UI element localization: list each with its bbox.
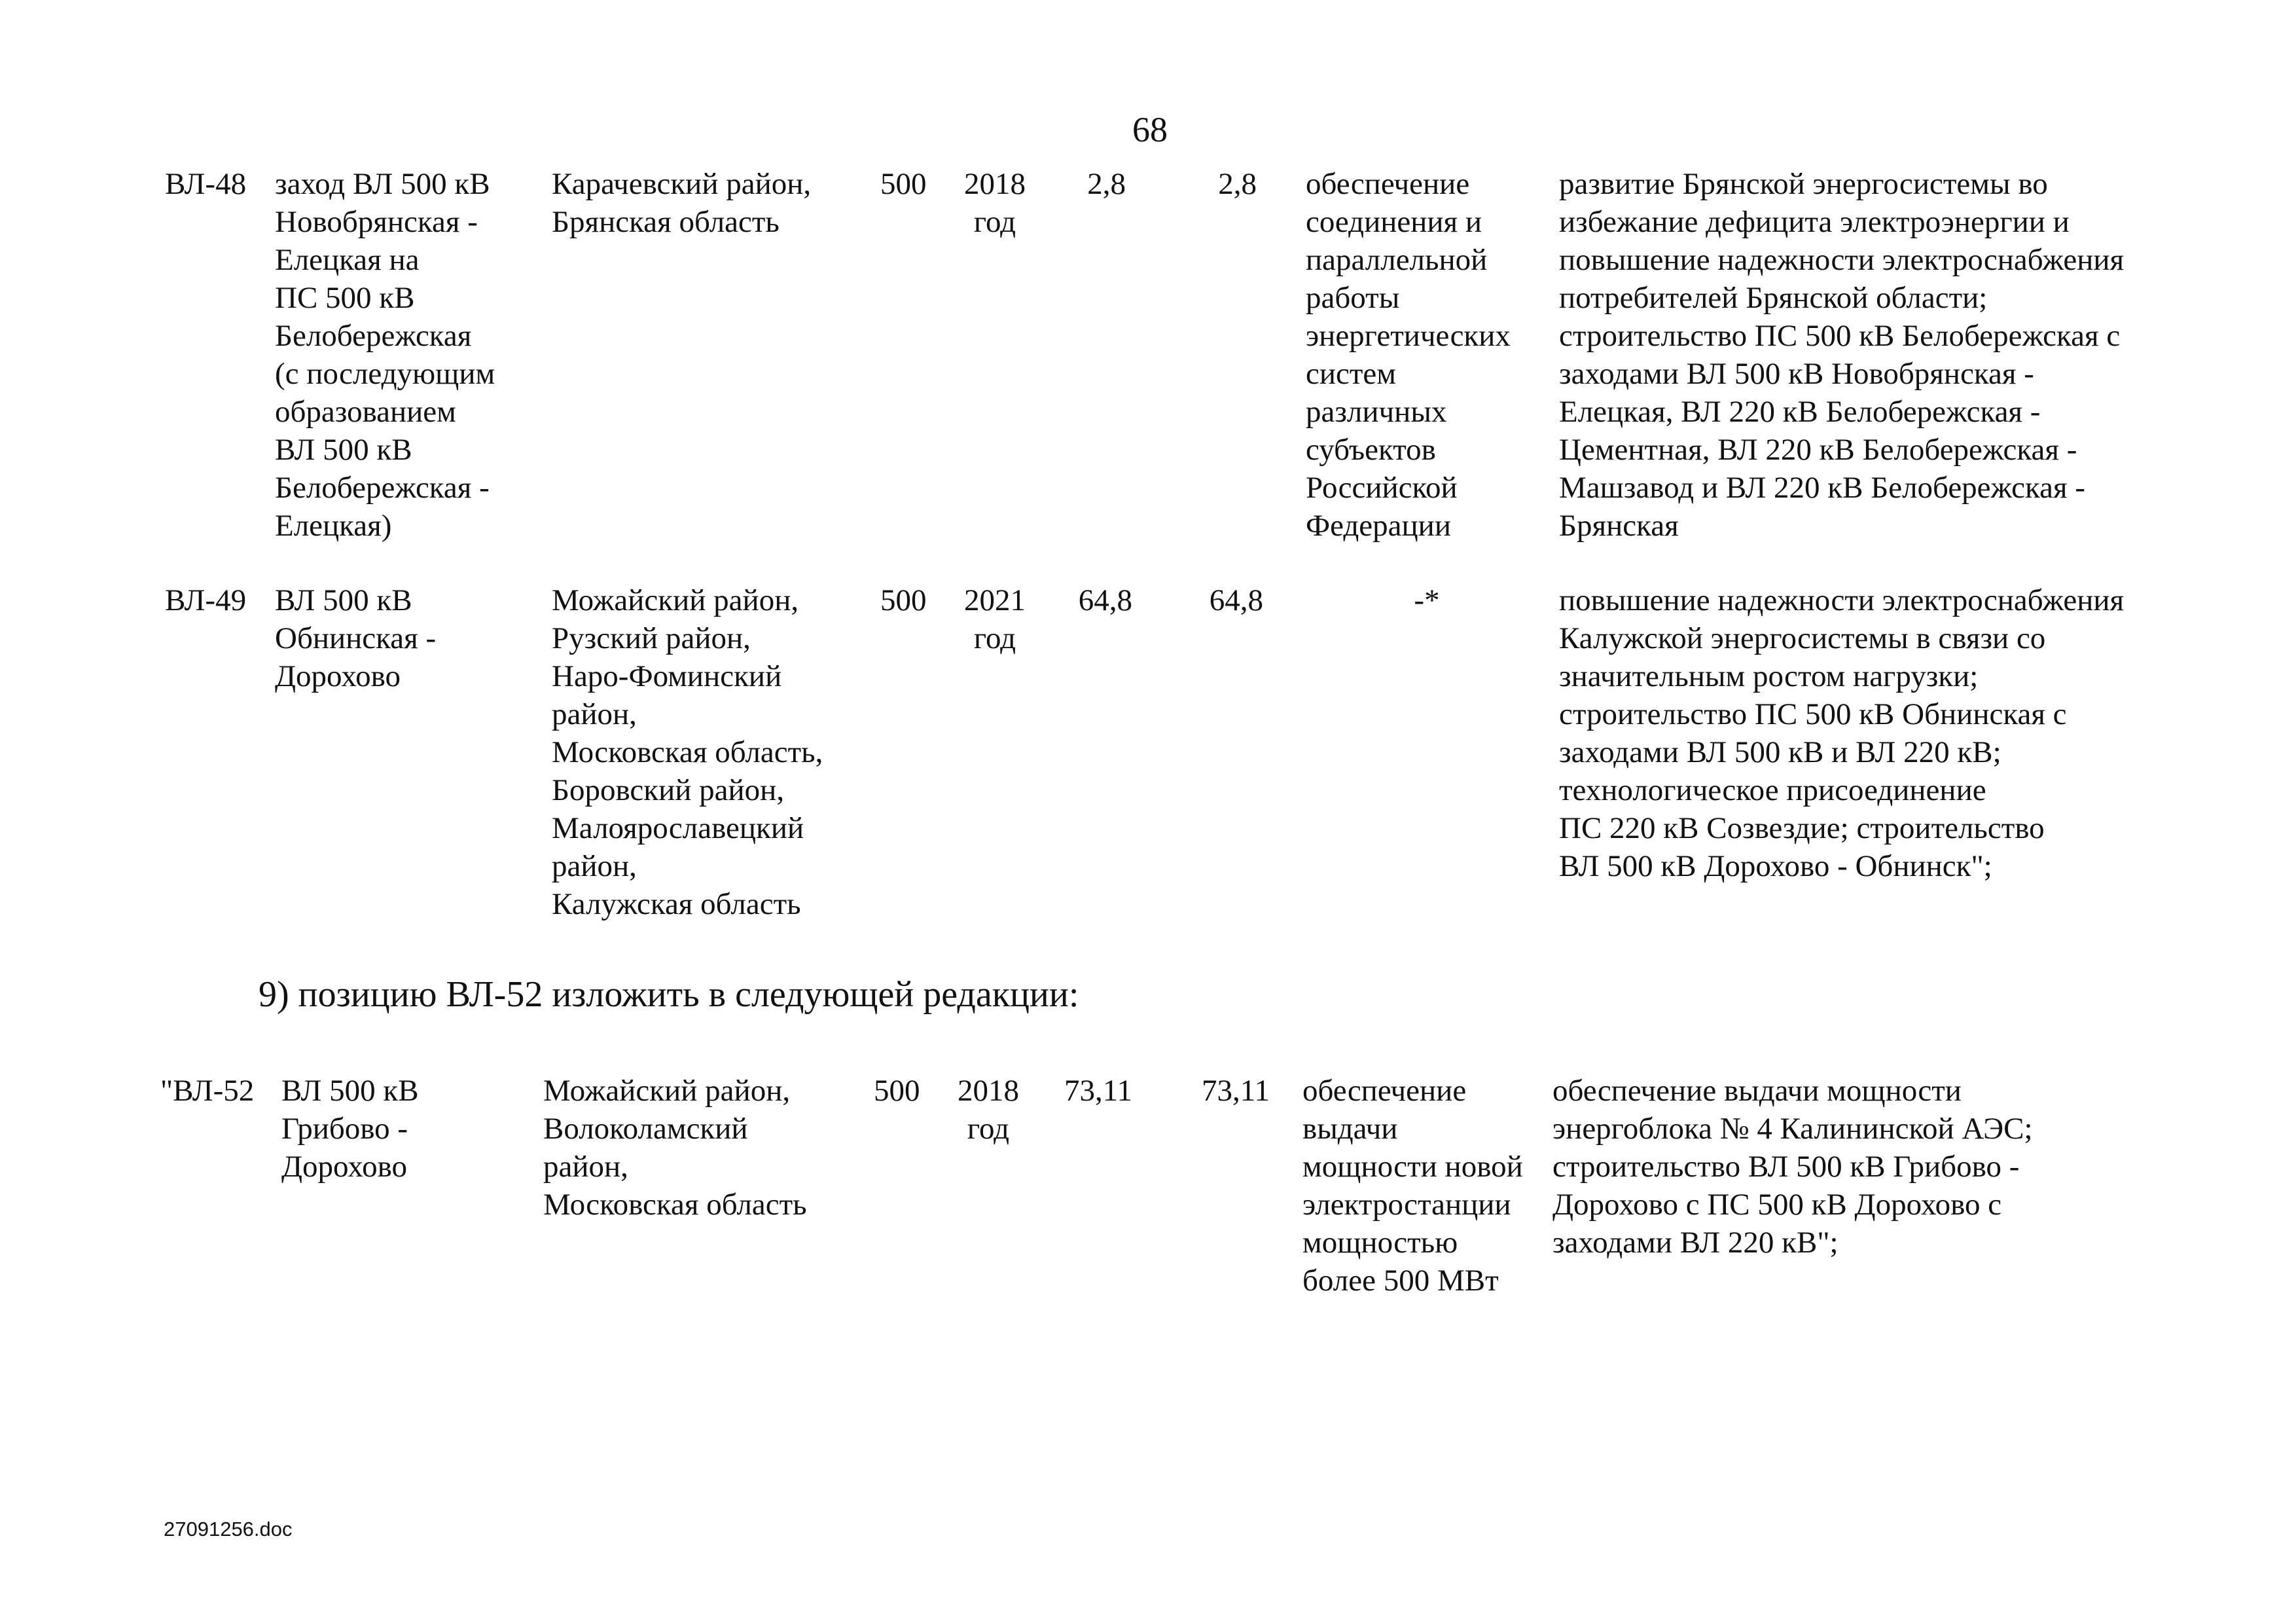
length-value: 64,8 [1209,583,1263,617]
line-name: ВЛ 500 кВ Грибово - Дорохово [281,1074,419,1184]
length-value: 73,11 [1201,1074,1270,1108]
commissioning-year: 2021 год [964,583,1026,655]
amendment-paragraph: 9) позицию ВЛ-52 изложить в следующей редакции: [259,974,1079,1015]
purpose: -* [1414,583,1440,617]
commissioning-year: 2018 год [964,167,1026,239]
line-name: ВЛ 500 кВ Обнинская - Дорохово [275,583,437,693]
length-value: 2,8 [1087,167,1126,201]
justification: повышение надежности электроснабжения Калужской энергосистемы в связи со значительным ростом нагрузки; строительство ПС 500 кВ Обнинская с заходами ВЛ 500 кВ и ВЛ 220 кВ; технологическое присоединение ПС 220 кВ Созвездие; строительство ВЛ 500 кВ Дорохово - Обнинск"; [1559,583,2125,883]
line-name: заход ВЛ 500 кВ Новобрянская - Елецкая на ПС 500 кВ Белобережская (с последующим образованием ВЛ 500 кВ Белобережская - Елецкая) [275,167,495,543]
page-number: 68 [1132,110,1168,149]
location: Можайский район, Волоколамский район, Московская область [543,1074,807,1222]
row-code: ВЛ-48 [165,167,247,201]
purpose: обеспечение соединения и параллельной работы энергетических систем различных субъектов Российской Федерации [1306,167,1511,543]
length-value: 73,11 [1064,1074,1132,1108]
length-value: 64,8 [1078,583,1132,617]
location: Можайский район, Рузский район, Наро-Фоминский район, Московская область, Боровский район, Малоярославецкий район, Калужская область [552,583,823,921]
purpose: обеспечение выдачи мощности новой электростанции мощностью более 500 МВт [1302,1074,1523,1298]
voltage: 500 [874,1074,920,1108]
commissioning-year: 2018 год [958,1074,1019,1146]
document-filename: 27091256.doc [164,1518,293,1541]
justification: развитие Брянской энергосистемы во избежание дефицита электроэнергии и повышение надежности электроснабжения потребителей Брянской области; строительство ПС 500 кВ Белобережская с заходами ВЛ 500 кВ Новобрянская - Елецкая, ВЛ 220 кВ Белобережская - Цементная, ВЛ 220 кВ Белобережская - Машзавод и ВЛ 220 кВ Белобережская - Брянская [1559,167,2125,543]
row-code: ВЛ-49 [165,583,247,617]
voltage: 500 [880,167,927,201]
length-value: 2,8 [1218,167,1257,201]
row-code: "ВЛ-52 [160,1074,255,1108]
justification: обеспечение выдачи мощности энергоблока № 4 Калининской АЭС; строительство ВЛ 500 кВ Грибово - Дорохово с ПС 500 кВ Дорохово с заходами ВЛ 220 кВ"; [1552,1074,2033,1260]
location: Карачевский район, Брянская область [552,167,812,239]
voltage: 500 [880,583,927,617]
